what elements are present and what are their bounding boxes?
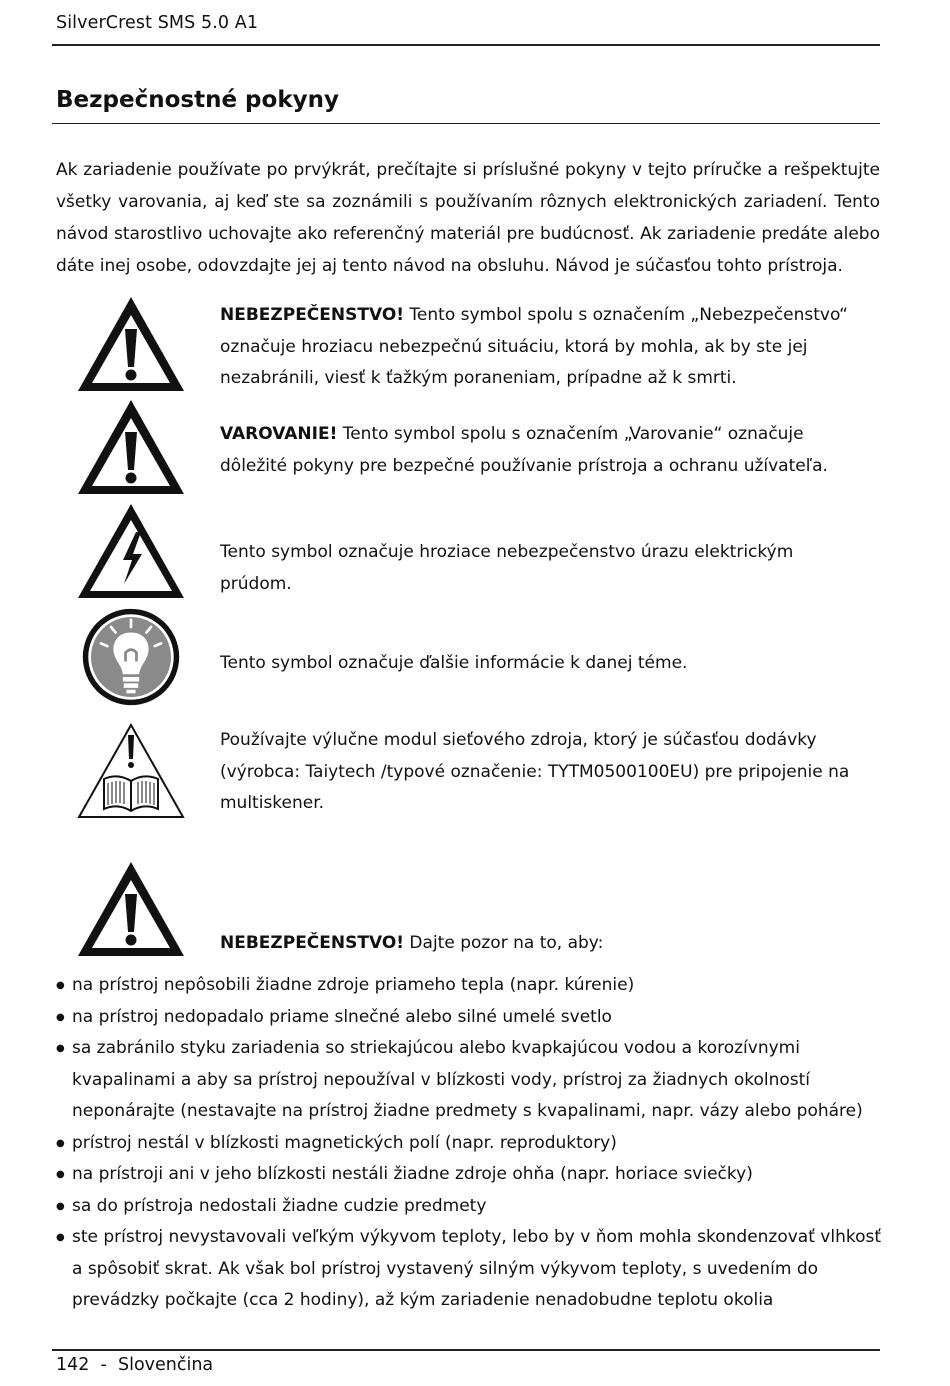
- list-item: ● na prístroji ani v jeho blízkosti nestáli žiadne zdroje ohňa (napr. horiace sviečky): [56, 1159, 886, 1191]
- danger-warning-triangle-icon: [76, 860, 186, 960]
- list-item: ● prístroj nestál v blízkosti magnetických polí (napr. reproduktory): [56, 1128, 886, 1160]
- section-rule: [52, 123, 880, 124]
- intro-paragraph: Ak zariadenie používate po prvýkrát, prečítajte si príslušné pokyny v tejto príručke a rešpektujte všetky varovania, aj keď ste sa zoznámili s používaním rôznych elektronických zariadení. Tento návod starostlivo uchovajte ako referenčný materiál pre budúcnosť. Ak zariadenie predáte alebo dáte inej osobe, odovzdajte jej aj tento návod na obsluhu. Návod je súčasťou tohto prístroja.: [56, 160, 880, 276]
- header-rule: [52, 44, 880, 46]
- warning-triangle-icon: [76, 398, 186, 498]
- info-text: Tento symbol označuje ďalšie informácie k danej téme.: [220, 653, 688, 673]
- warning-desc: Tento symbol spolu s označením „Varovanie“ označuje dôležité pokyny pre bezpečné používanie prístroja a ochranu užívateľa.: [220, 424, 828, 476]
- danger2-label: NEBEZPEČENSTVO!: [220, 933, 405, 953]
- danger-desc: Tento symbol spolu s označením „Nebezpečenstvo“ označuje hroziacu nebezpečnú situáciu, ktorá by mohla, ak by ste jej nezabránili, viesť k ťažkým poraneniam, prípadne až k smrti.: [220, 305, 848, 388]
- lightbulb-info-icon: [76, 607, 186, 707]
- list-item: ● na prístroj nedopadalo priame slnečné alebo silné umelé svetlo: [56, 1002, 886, 1034]
- danger2-text: [220, 928, 870, 960]
- manual-warning-icon: [76, 721, 186, 821]
- power-text: Používajte výlučne modul sieťového zdroja, ktorý je súčasťou dodávky (výrobca: Taiytech /typové označenie: TYTM0500100EU) pre pripojenie na multiskener.: [220, 730, 850, 813]
- danger-text: [220, 300, 870, 395]
- danger-label: NEBEZPEČENSTVO!: [220, 305, 405, 325]
- section-title: Bezpečnostné pokyny: [56, 87, 339, 113]
- danger-warning-triangle-icon: [76, 295, 186, 395]
- list-item: ● ste prístroj nevystavovali veľkým výkyvom teploty, lebo by v ňom mohla skondenzovať vlhkosť a spôsobiť skrat. Ak však bol prístroj vystavený silným výkyvom teploty, s uvedením do prevádzky počkajte (cca 2 hodiny), až kým zariadenie nenadobudne teplotu okolia: [56, 1222, 886, 1317]
- footer-page: 142 - Slovenčina: [56, 1355, 214, 1375]
- electric-shock-triangle-icon: [76, 502, 186, 602]
- header-title: SilverCrest SMS 5.0 A1: [56, 13, 259, 33]
- list-item: ● sa do prístroja nedostali žiadne cudzie predmety: [56, 1191, 886, 1223]
- list-item: ● na prístroj nepôsobili žiadne zdroje priameho tepla (napr. kúrenie): [56, 970, 886, 1002]
- danger2-desc: Dajte pozor na to, aby:: [404, 933, 604, 953]
- list-item: ● sa zabránilo styku zariadenia so striekajúcou alebo kvapkajúcou vodou a korozívnymi kvapalinami a aby sa prístroj nepoužíval v blízkosti vody, prístroj za žiadnych okolností neponárajte (nestavajte na prístroj žiadne predmety s kvapalinami, napr. vázy alebo poháre): [56, 1033, 886, 1128]
- warning-text: [220, 419, 870, 482]
- electric-text: Tento symbol označuje hroziace nebezpečenstvo úrazu elektrickým prúdom.: [220, 542, 794, 594]
- warning-label: VAROVANIE!: [220, 424, 338, 444]
- precautions-list: [56, 970, 886, 1317]
- footer-rule: [52, 1349, 880, 1351]
